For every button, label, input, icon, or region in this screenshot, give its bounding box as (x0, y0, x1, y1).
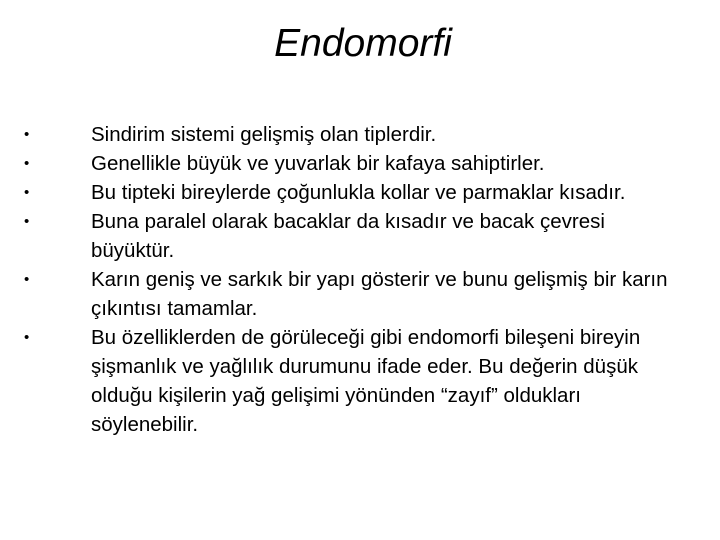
slide-title: Endomorfi (274, 22, 452, 65)
list-item (24, 149, 684, 178)
bullet-text: Karın geniş ve sarkık bir yapı gösterir ve bunu gelişmiş bir karın çıkıntısı tamamlar. (91, 268, 668, 320)
bullet-text: Bu tipteki bireylerde çoğunlukla kollar ve parmaklar kısadır. (91, 181, 626, 204)
bullet-icon: • (24, 329, 30, 346)
bullet-text: Sindirim sistemi gelişmiş olan tiplerdir. (91, 123, 437, 146)
list-item (24, 120, 684, 149)
list-item (24, 323, 684, 439)
bullet-list (24, 120, 684, 439)
bullet-icon: • (24, 271, 30, 288)
bullet-icon: • (24, 126, 30, 143)
bullet-text: Genellikle büyük ve yuvarlak bir kafaya sahiptirler. (91, 152, 545, 175)
bullet-text: Bu özelliklerden de görüleceği gibi endomorfi bileşeni bireyin şişmanlık ve yağlılık durumunu ifade eder. Bu değerin düşük olduğu kişilerin yağ gelişimi yönünden “zayıf” oldukları söylenebilir. (91, 326, 641, 436)
list-item (24, 265, 684, 323)
list-item (24, 207, 684, 265)
bullet-icon: • (24, 155, 30, 172)
bullet-text: Buna paralel olarak bacaklar da kısadır ve bacak çevresi büyüktür. (91, 210, 605, 262)
list-item (24, 178, 684, 207)
bullet-icon: • (24, 213, 30, 230)
bullet-icon: • (24, 184, 30, 201)
